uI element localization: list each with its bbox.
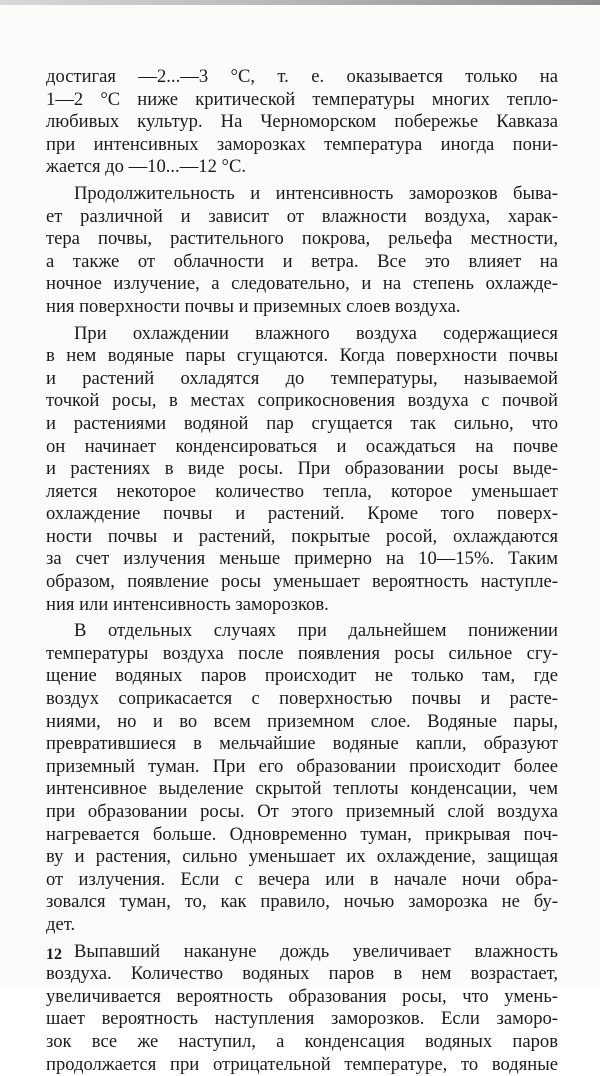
text-line: охлаждение почвы и растений. Кроме того поверх-	[46, 503, 558, 525]
text-line: а также от облачности и ветра. Все это влияет на	[46, 250, 558, 272]
text-line: за счет излучения меньше примерно на 10—15%. Таким	[46, 548, 558, 570]
text-line: щение водяных паров происходит не только там, где	[46, 665, 558, 687]
paragraph	[46, 183, 558, 319]
text-line: точкой росы, в местах соприкосновения воздуха с почвой	[46, 390, 558, 412]
text-line: увеличивается вероятность образования росы, что умень-	[46, 985, 558, 1007]
paragraph	[46, 620, 558, 936]
text-line: ния поверхности почвы и приземных слоев воздуха.	[46, 295, 461, 317]
body-text	[46, 66, 558, 1076]
paragraph	[46, 66, 558, 179]
text-line: ляется некоторое количество тепла, которое уменьшает	[46, 480, 558, 502]
page-top-edge	[0, 0, 600, 5]
text-line: образом, появление росы уменьшает вероятность наступле-	[46, 571, 558, 593]
text-line: приземный туман. При его образовании происходит более	[46, 755, 558, 777]
text-line: нагревается больше. Одновременно туман, прикрывая поч-	[46, 823, 558, 845]
text-line: шает вероятность наступления заморозков. Если заморо-	[46, 1008, 558, 1030]
text-line: любивых культур. На Черноморском побережье Кавказа	[46, 111, 558, 133]
text-line: ет различной и зависит от влажности воздуха, харак-	[46, 205, 558, 227]
text-line: воздух соприкасается с поверхностью почвы и расте-	[46, 688, 558, 710]
text-line: интенсивное выделение скрытой теплоты конденсации, чем	[46, 778, 558, 800]
text-line: температуры воздуха после появления росы сильное сгу-	[46, 642, 558, 664]
text-line: дет.	[46, 913, 76, 935]
text-line: Выпавший накануне дождь увеличивает влажность	[74, 940, 558, 962]
text-line: 1—2 °С ниже критической температуры многих тепло-	[46, 88, 558, 110]
text-line: ву и растения, сильно уменьшает их охлаждение, защищая	[46, 846, 558, 868]
text-line: он начинает конденсироваться и осаждаться на почве	[46, 435, 558, 457]
text-line: достигая —2...—3 °С, т. е. оказывается только на	[46, 66, 558, 87]
text-line: и растениями водяной пар сгущается так сильно, что	[46, 412, 558, 434]
text-line: жается до —10...—12 °С.	[46, 156, 247, 178]
text-line: в нем водяные пары сгущаются. Когда поверхности почвы	[46, 345, 558, 367]
text-line: тера почвы, растительного покрова, рельефа местности,	[46, 228, 558, 250]
text-line: от излучения. Если с вечера или в начале ночи обра-	[46, 868, 558, 890]
text-line: Продолжительность и интенсивность заморозков быва-	[74, 182, 558, 204]
text-line: ния или интенсивность заморозков.	[46, 593, 329, 615]
text-line: зовался туман, то, как правило, ночью заморозка не бу-	[46, 891, 558, 913]
paragraph	[46, 323, 558, 617]
text-line: ности почвы и растений, покрытые росой, охлаждаются	[46, 525, 558, 547]
text-line: воздуха. Количество водяных паров в нем возрастает,	[46, 963, 558, 985]
text-line: превратившиеся в мельчайшие водяные капли, образуют	[46, 733, 558, 755]
text-line: при интенсивных заморозках температура иногда пони-	[46, 133, 558, 155]
paragraph	[46, 941, 558, 1076]
text-line: зок все же наступил, а конденсация водяных паров	[46, 1030, 558, 1052]
text-line: и растениях в виде росы. При образовании росы выде-	[46, 458, 558, 480]
text-line: ночное излучение, а следовательно, и на степень охлажде-	[46, 273, 558, 295]
text-line: при образовании росы. От этого приземный слой воздуха	[46, 801, 558, 822]
page-number: 12	[46, 946, 62, 963]
text-line: продолжается при отрицательной температуре, то водяные	[46, 1053, 558, 1075]
text-line: При охлаждении влажного воздуха содержащиеся	[74, 322, 558, 344]
text-line: В отдельных случаях при дальнейшем понижении	[74, 620, 558, 642]
text-line: ниями, но и во всем приземном слое. Водяные пары,	[46, 710, 558, 732]
text-line: и растений охладятся до температуры, называемой	[46, 367, 558, 389]
